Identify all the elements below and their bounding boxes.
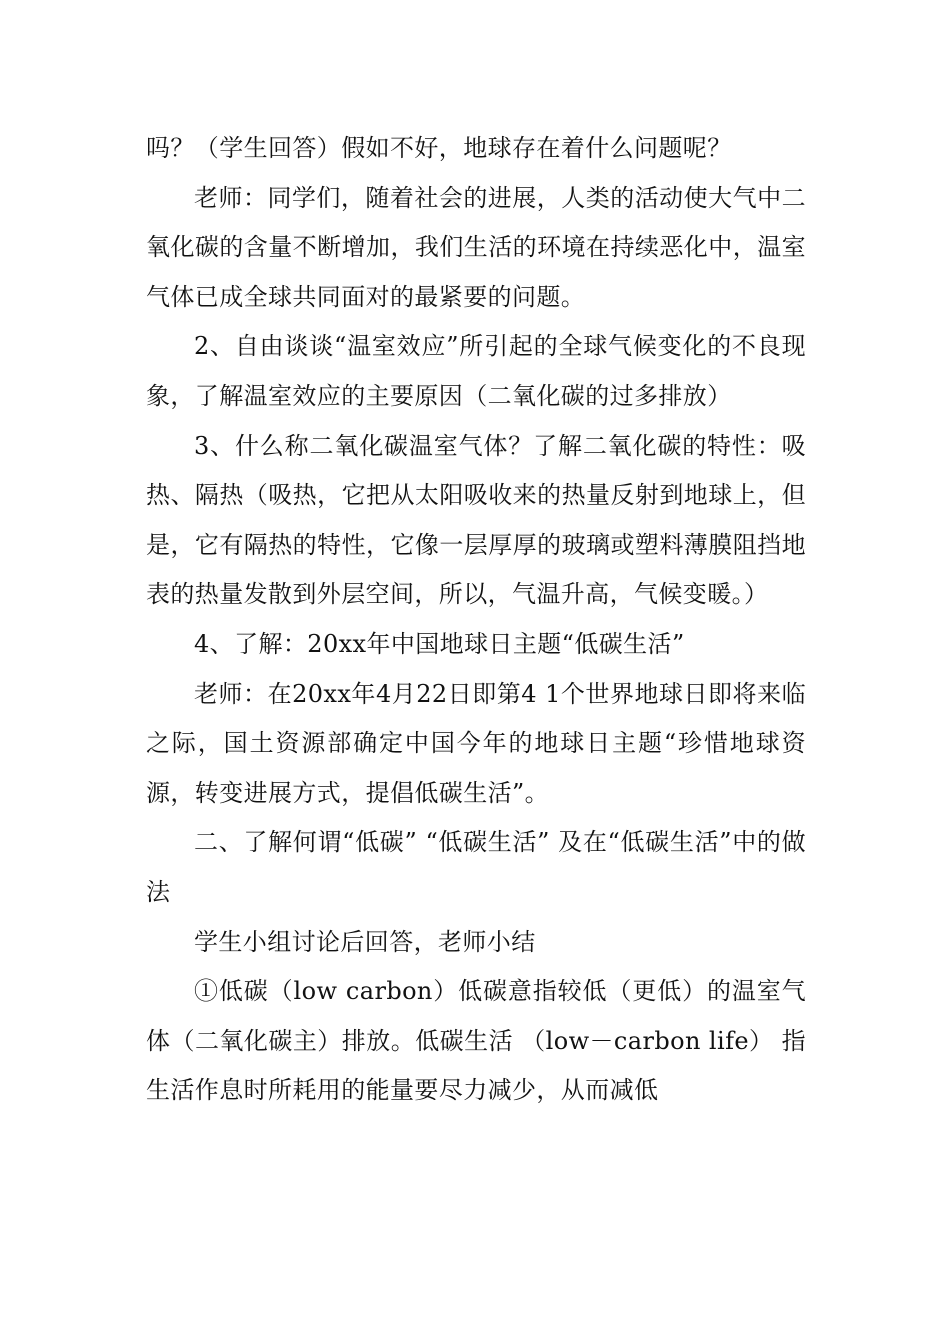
paragraph-3: 2、自由谈谈“温室效应”所引起的全球气候变化的不良现象，了解温室效应的主要原因（二氧化碳的过多排放） [146,332,806,410]
paragraph-1: 吗？（学生回答）假如不好，地球存在着什么问题呢？ [146,134,732,162]
paragraph-4: 3、什么称二氧化碳温室气体？了解二氧化碳的特性：吸热、隔热（吸热，它把从太阳吸收来的热量反射到地球上，但是，它有隔热的特性，它像一层厚厚的玻璃或塑料薄膜阻挡地表的热量发散到外层空间，所以，气温升高，气候变暖。） [146,431,806,609]
paragraph-5: 4、了解：20xx年中国地球日主题“低碳生活” [194,629,685,658]
paragraph-7: 二、了解何谓“低碳” “低碳生活” 及在“低碳生活”中的做法 [146,828,806,906]
paragraph-8: 学生小组讨论后回答，老师小结 [194,927,536,956]
paragraph-6: 老师：在20xx年4月22日即第4 1个世界地球日即将来临之际，国土资源部确定中国今年的地球日主题“珍惜地球资源，转变进展方式，提倡低碳生活”。 [146,679,806,807]
document-body [146,124,806,1116]
paragraph-9: ①低碳（low carbon）低碳意指较低（更低）的温室气体（二氧化碳主）排放。低碳生活 （low－carbon life） 指生活作息时所耗用的能量要尽力减少，从而减低 [146,977,806,1105]
paragraph-2: 老师：同学们，随着社会的进展，人类的活动使大气中二氧化碳的含量不断增加，我们生活的环境在持续恶化中，温室气体已成全球共同面对的最紧要的问题。 [146,183,806,311]
